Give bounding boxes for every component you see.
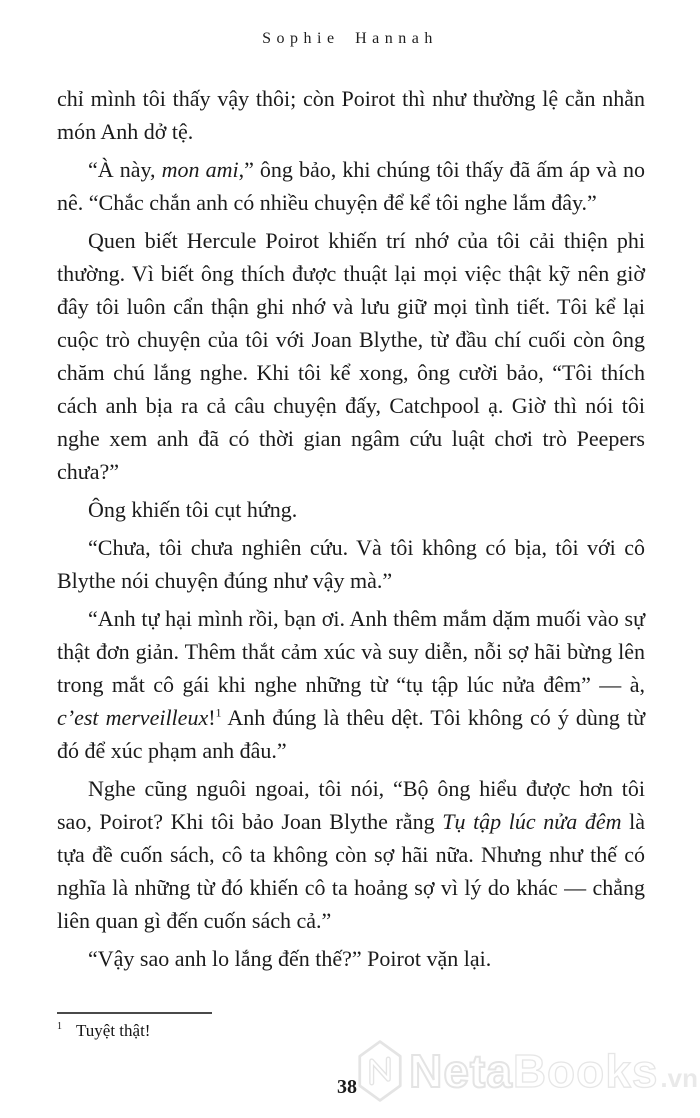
italic-run: mon ami [161,157,239,182]
footnote-text: Tuyệt thật! [76,1021,151,1040]
paragraph [57,153,645,219]
paragraph [57,602,645,767]
page-number: 38 [337,1076,357,1098]
watermark-brand-regular: Books [512,1045,659,1097]
footnote [57,1021,645,1041]
paragraph [57,772,645,937]
text-run: Ông khiến tôi cụt hứng. [88,497,298,522]
footnote-reference: 1 [215,705,222,720]
paragraph [57,224,645,488]
text-run: là tựa đề cuốn sách, cô ta không còn sợ hãi nữa. Nhưng như thế có nghĩa là những từ đó khiến cô ta hoảng sợ vì lý do khác — chẳng liên quan gì đến cuốn sách cả.” [57,809,645,933]
text-run: ,” ông bảo, khi chúng tôi thấy đã ấm áp và no nê. “Chắc chắn anh có nhiều chuyện để kể tôi nghe lắm đây.” [57,157,645,215]
italic-run: Tụ tập lúc nửa đêm [442,809,622,834]
text-run: Nghe cũng nguôi ngoai, tôi nói, “Bộ ông hiểu được hơn tôi sao, Poirot? Khi tôi bảo Joan Blythe rằng [57,776,645,834]
text-run: Anh đúng là thêu dệt. Tôi không có ý dùng từ đó để xúc phạm anh đâu.” [57,705,645,763]
paragraph [57,493,645,526]
paragraph [57,82,645,148]
paragraph [57,531,645,597]
watermark-tld: .vn [660,1063,698,1093]
text-run: “À này, [88,157,162,182]
footnote-area [57,1012,645,1041]
footnote-separator [57,1012,212,1014]
italic-run: c’est merveilleux [57,705,209,730]
running-header-author: Sophie Hannah [262,30,438,47]
text-run: ! [208,705,216,730]
text-run: “Anh tự hại mình rồi, bạn ơi. Anh thêm mắm dặm muối vào sự thật đơn giản. Thêm thắt cảm xúc và suy diễn, nỗi sợ hãi bừng lên trong mắt cô gái khi nghe những từ “tụ tập lúc nửa đêm” — à, [57,606,645,697]
watermark-brand-bold: Neta [409,1045,513,1097]
footnote-marker: 1 [57,1021,62,1033]
text-run: Quen biết Hercule Poirot khiến trí nhớ của tôi cải thiện phi thường. Vì biết ông thích được thuật lại mọi việc thật kỹ nên giờ đây tôi luôn cẩn thận ghi nhớ và lưu giữ mọi tình tiết. Tôi kể lại cuộc trò chuyện của tôi với Joan Blythe, từ đầu chí cuối còn ông chăm chú lắng nghe. Khi tôi kể xong, ông cười bảo, “Tôi thích cách anh bịa ra cả câu chuyện đấy, Catchpool ạ. Giờ thì nói tôi nghe xem anh đã có thời gian ngâm cứu luật chơi trò Peepers chưa?” [57,228,645,484]
paragraph [57,942,645,975]
body-text [57,82,645,980]
text-run: “Chưa, tôi chưa nghiên cứu. Và tôi không có bịa, tôi với cô Blythe nói chuyện đúng như vậy mà.” [57,535,645,593]
text-run: chỉ mình tôi thấy vậy thôi; còn Poirot thì như thường lệ cằn nhằn món Anh dở tệ. [57,86,645,144]
text-run: “Vậy sao anh lo lắng đến thế?” Poirot vặn lại. [88,946,492,971]
